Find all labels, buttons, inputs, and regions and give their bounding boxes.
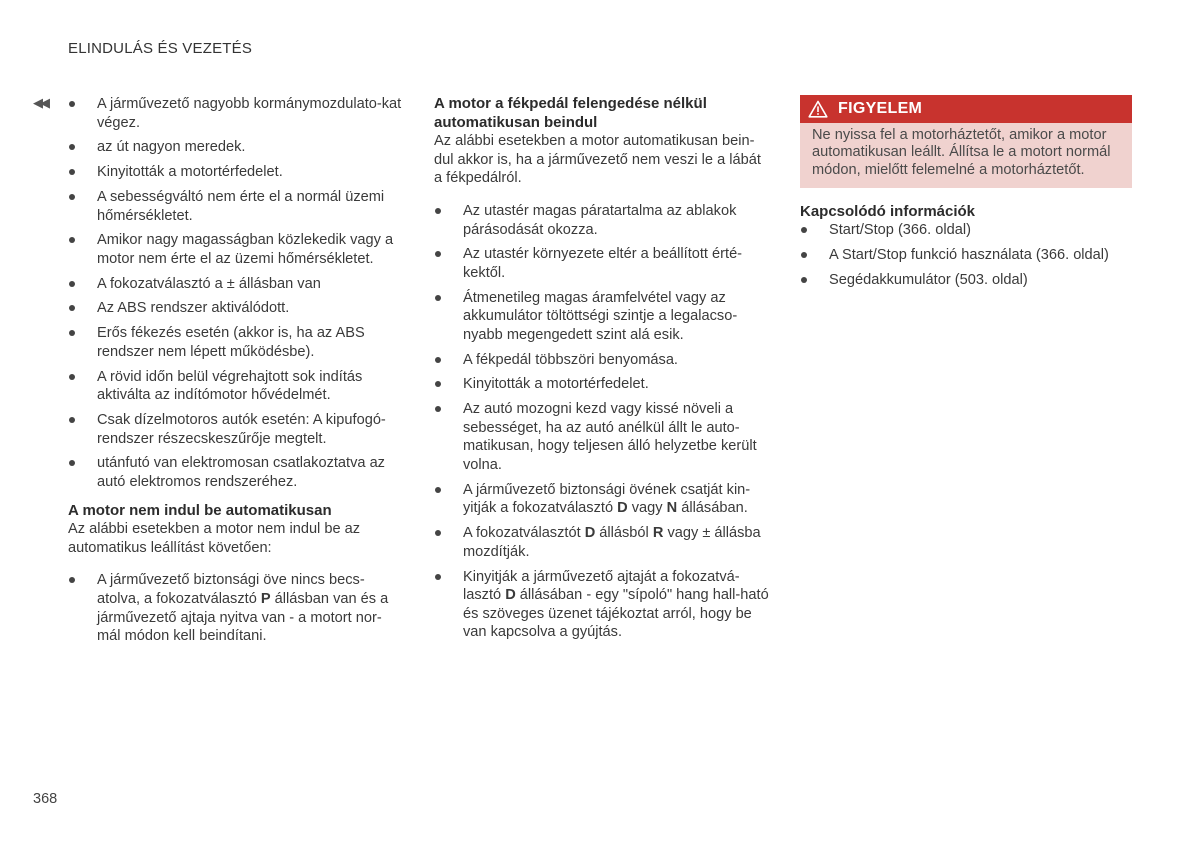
- text-span: állásában.: [677, 500, 748, 517]
- related-info: [800, 203, 1132, 289]
- section-intro: Az alábbi esetekben a motor automatikusan bein-dul akkor is, ha a járművezető nem veszi le a lábát a fékpedálról.: [434, 133, 761, 187]
- list-item: Kinyitották a motortérfedelet.: [68, 163, 403, 182]
- list-item: Az autó mozogni kezd vagy kissé növeli a sebességet, ha az autó anélkül állt le auto-matikusan, hogy teljesen álló helyzetbe került volna.: [434, 400, 772, 474]
- related-list: [800, 221, 1132, 289]
- list-item: A fékpedál többszöri benyomása.: [434, 351, 772, 370]
- text-span: vagy: [627, 500, 667, 517]
- warning-title: FIGYELEM: [838, 99, 923, 117]
- list-item: Kinyitották a motortérfedelet.: [434, 375, 772, 394]
- list-item: [434, 524, 772, 561]
- list-item: A fokozatválasztó a ± állásban van: [68, 275, 403, 294]
- related-link-item[interactable]: A Start/Stop funkció használata (366. oldal): [800, 246, 1132, 265]
- gear-position-label: P: [260, 590, 271, 607]
- list-item: utánfutó van elektromosan csatlakoztatva az autó elektromos rendszeréhez.: [68, 454, 403, 491]
- warning-text: Ne nyissa fel a motorháztetőt, amikor a motor automatikusan leállt. Állítsa le a motort normál módon, mielőtt felemelné a motorháztetőt.: [812, 127, 1111, 178]
- section-intro: Az alábbi esetekben a motor nem indul be az automatikus leállítást követően:: [68, 521, 361, 556]
- gear-position-label: D: [617, 500, 628, 517]
- list-item: Csak dízelmotoros autók esetén: A kipufogó-rendszer részecskeszűrője megtelt.: [68, 411, 403, 448]
- text-span: Kinyitják a járművezető ajtaját a fokozatvá-lasztó: [463, 568, 740, 604]
- text-span: A járművezető biztonsági övének csatját kin-yitják a fokozatválasztó: [463, 481, 751, 517]
- list-item: Átmenetileg magas áramfelvétel vagy az akkumulátor töltöttségi szintje a legalacso-nyabb megengedett szint alá esik.: [434, 289, 772, 345]
- gear-position-label: R: [652, 525, 664, 542]
- list-item: Az ABS rendszer aktiválódott.: [68, 299, 403, 318]
- text-span: állásból: [595, 525, 653, 542]
- text-span: állásban van és a járművezető ajtaja nyitva van - a motort nor-mál módon kell beindítani.: [97, 590, 389, 645]
- column-1: [68, 95, 403, 652]
- list-item: az út nagyon meredek.: [68, 138, 403, 157]
- warning-header: [800, 95, 1132, 123]
- warning-box: [800, 95, 1132, 188]
- continued-marker-icon: ◀◀: [33, 95, 47, 110]
- gear-position-label: D: [505, 587, 516, 604]
- related-info-title: Kapcsolódó információk: [800, 202, 976, 220]
- list-item: [434, 481, 772, 518]
- text-span: állásában - egy "sípoló" hang hall-ható és szöveges üzenet tájékoztat arról, hogy be van kapcsolva a gyújtás.: [463, 587, 769, 641]
- list-item: Amikor nagy magasságban közlekedik vagy a motor nem érte el az üzemi hőmérsékletet.: [68, 231, 403, 268]
- list-item: A rövid időn belül végrehajtott sok indítás aktiválta az indítómotor hővédelmét.: [68, 368, 403, 405]
- no-start-list: [68, 571, 403, 645]
- page-number: 368: [33, 791, 58, 807]
- conditions-list: [68, 95, 403, 492]
- text-span: vagy ± állásba mozdítják.: [463, 525, 761, 560]
- list-item: Az utastér környezete eltér a beállított érté-kektől.: [434, 245, 772, 282]
- list-item: [68, 571, 403, 645]
- text-span: A fokozatválasztót: [463, 525, 585, 542]
- page-header: ELINDULÁS ÉS VEZETÉS: [68, 40, 253, 57]
- warning-triangle-icon: [808, 100, 828, 118]
- column-2: [434, 95, 772, 648]
- gear-position-label: D: [584, 525, 596, 542]
- related-link-item[interactable]: Start/Stop (366. oldal): [800, 221, 1132, 240]
- text-span: A járművezető biztonsági öve nincs becs-atolva, a fokozatválasztó: [97, 572, 365, 607]
- column-3: [800, 95, 1132, 295]
- section-heading: A motor nem indul be automatikusan: [68, 501, 332, 519]
- related-link-item[interactable]: Segédakkumulátor (503. oldal): [800, 271, 1132, 290]
- auto-start-list: [434, 202, 772, 642]
- list-item: Az utastér magas páratartalma az ablakok párásodását okozza.: [434, 202, 772, 239]
- list-item: A sebességváltó nem érte el a normál üzemi hőmérsékletet.: [68, 188, 403, 225]
- section-heading: A motor a fékpedál felengedése nélkül automatikusan beindul: [434, 95, 707, 131]
- list-item: [434, 568, 772, 642]
- list-item: Erős fékezés esetén (akkor is, ha az ABS rendszer nem lépett működésbe).: [68, 324, 403, 361]
- list-item: A járművezető nagyobb kormánymozdulato-kat végez.: [68, 95, 403, 132]
- gear-position-label: N: [666, 500, 678, 517]
